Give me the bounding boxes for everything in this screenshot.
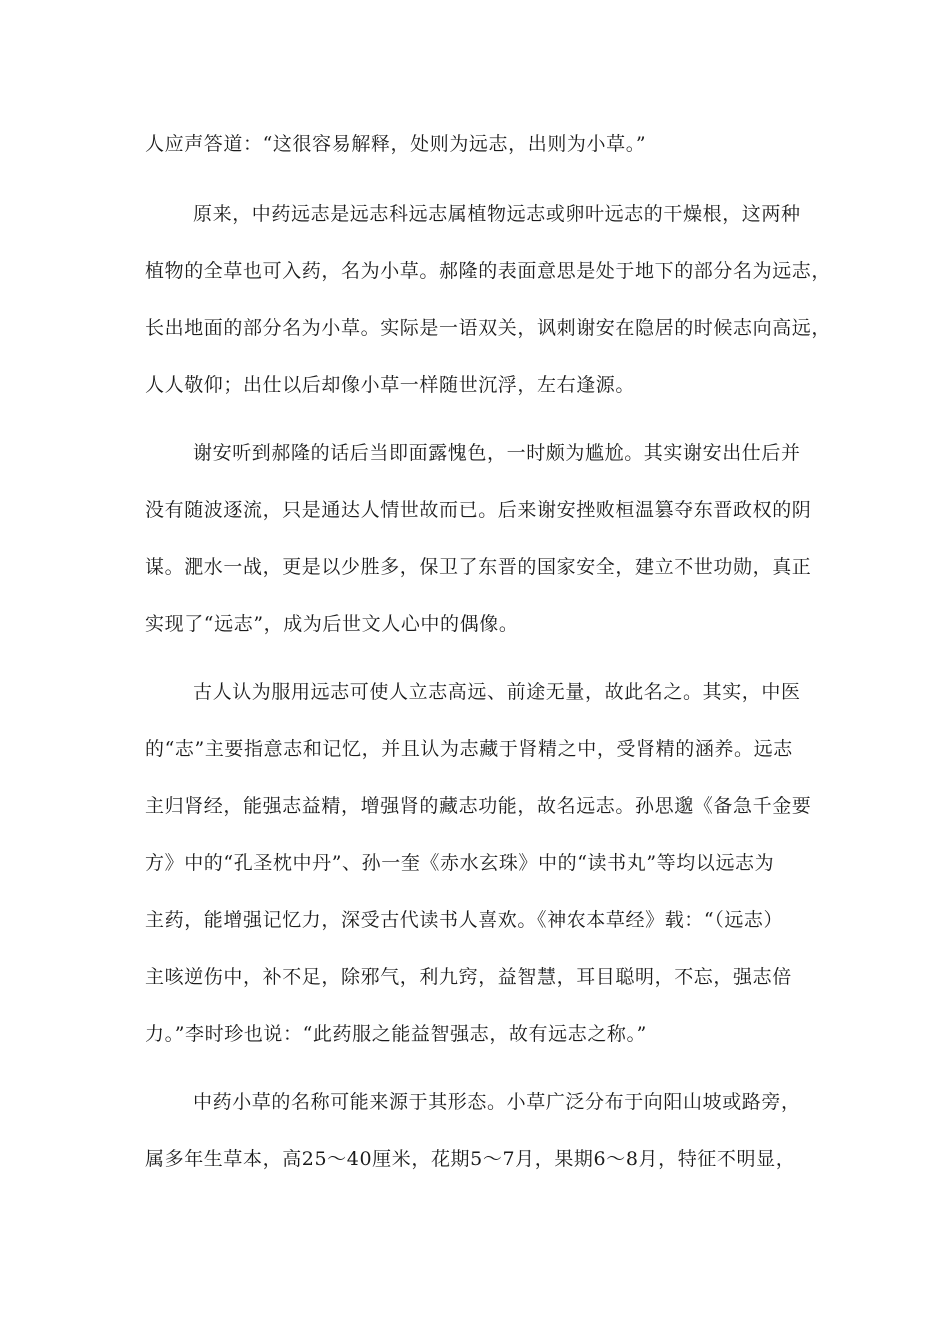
text-line: 植物的全草也可入药，名为小草。郝隆的表面意思是处于地下的部分名为远志， xyxy=(145,260,832,282)
text-line: 中药小草的名称可能来源于其形态。小草广泛分布于向阳山坡或路旁， xyxy=(193,1091,801,1113)
text-line: 主咳逆伤中，补不足，除邪气，利九窍，益智慧，耳目聪明，不忘，强志倍 xyxy=(145,966,792,988)
text-line: 谢安听到郝隆的话后当即面露愧色，一时颇为尴尬。其实谢安出仕后并 xyxy=(193,442,801,464)
text-line: 的“志”主要指意志和记忆，并且认为志藏于肾精之中，受肾精的涵养。远志 xyxy=(145,738,793,760)
text-line: 人人敬仰；出仕以后却像小草一样随世沉浮，左右逢源。 xyxy=(145,374,636,396)
text-line: 实现了“远志”，成为后世文人心中的偶像。 xyxy=(145,613,519,635)
text-line: 原来，中药远志是远志科远志属植物远志或卵叶远志的干燥根，这两种 xyxy=(193,203,801,225)
text-line: 方》中的“孔圣枕中丹”、孙一奎《赤水玄珠》中的“读书丸”等均以远志为 xyxy=(145,852,775,874)
text-line: 属多年生草本，高25～40厘米，花期5～7月，果期6～8月，特征不明显， xyxy=(145,1148,796,1170)
text-line: 主归肾经，能强志益精，增强肾的藏志功能，故名远志。孙思邈《备急千金要 xyxy=(145,795,812,817)
text-line: 古人认为服用远志可使人立志高远、前途无量，故此名之。其实，中医 xyxy=(193,681,801,703)
text-line: 谋。淝水一战，更是以少胜多，保卫了东晋的国家安全，建立不世功勋，真正 xyxy=(145,556,812,578)
text-line: 长出地面的部分名为小草。实际是一语双关，讽刺谢安在隐居的时候志向高远， xyxy=(145,317,832,339)
text-line: 没有随波逐流，只是通达人情世故而已。后来谢安挫败桓温篡夺东晋政权的阴 xyxy=(145,499,812,521)
text-line: 人应声答道：“这很容易解释，处则为远志，出则为小草。” xyxy=(145,133,647,155)
text-line: 主药，能增强记忆力，深受古代读书人喜欢。《神农本草经》载：“（远志） xyxy=(145,909,784,931)
text-line: 力。”李时珍也说：“此药服之能益智强志，故有远志之称。” xyxy=(145,1023,647,1045)
